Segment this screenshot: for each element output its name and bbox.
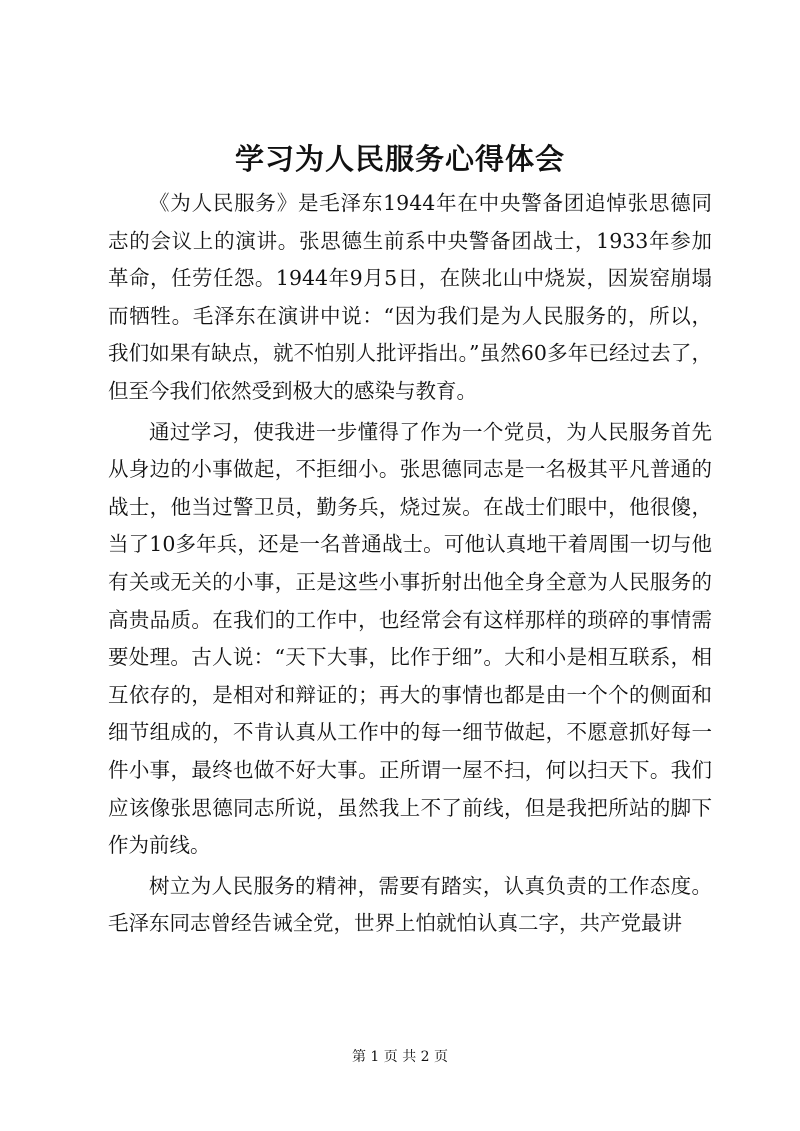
document-body — [108, 185, 712, 943]
page-footer: 第 1 页 共 2 页 — [351, 1049, 449, 1065]
paragraph-3: 树立为人民服务的精神，需要有踏实，认真负责的工作态度。毛泽东同志曾经告诫全党，世界上怕就怕认真二字，共产党最讲 — [108, 873, 712, 936]
paragraph-2: 通过学习，使我进一步懂得了作为一个党员，为人民服务首先从身边的小事做起，不拒细小。张思德同志是一名极其平凡普通的战士，他当过警卫员，勤务兵，烧过炭。在战士们眼中，他很傻，当了10多年兵，还是一名普通战士。可他认真地干着周围一切与他有关或无关的小事，正是这些小事折射出他全身全意为人民服务的高贵品质。在我们的工作中，也经常会有这样那样的琐碎的事情需要处理。古人说：“天下大事，比作于细”。大和小是相互联系，相互依存的，是相对和辩证的；再大的事情也都是由一个个的侧面和细节组成的，不肯认真从工作中的每一细节做起，不愿意抓好每一件小事，最终也做不好大事。正所谓一屋不扫，何以扫天下。我们应该像张思德同志所说，虽然我上不了前线，但是我把所站的脚下作为前线。 — [108, 419, 712, 858]
paragraph-1: 《为人民服务》是毛泽东1944年在中央警备团追悼张思德同志的会议上的演讲。张思德生前系中央警备团战士，1933年参加革命，任劳任怨。1944年9月5日，在陕北山中烧炭，因炭窑崩塌而牺牲。毛泽东在演讲中说：“因为我们是为人民服务的，所以，我们如果有缺点，就不怕别人批评指出。”虽然60多年已经过去了，但至今我们依然受到极大的感染与教育。 — [108, 191, 712, 403]
page-title: 学习为人民服务心得体会 — [234, 142, 565, 176]
